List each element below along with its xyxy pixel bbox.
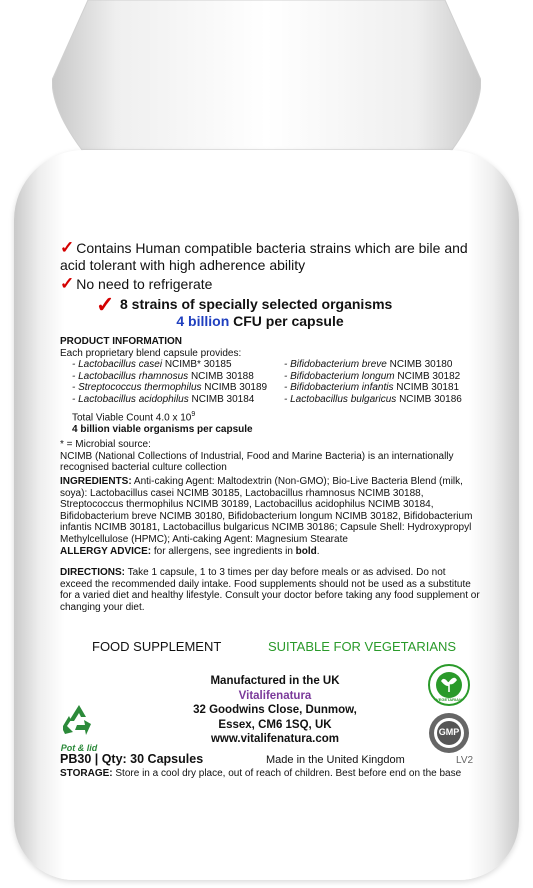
strain-name: - Bifidobacterium breve (284, 359, 387, 370)
storage: STORAGE: Store in a cool dry place, out of reach of children. Best before end on the base (60, 768, 462, 779)
strains-headline: ✓ 8 strains of specially selected organisms 4 billion CFU per capsule (96, 292, 393, 329)
check-icon: ✓ (96, 292, 115, 317)
strain-code: NCIMB 30182 (397, 370, 461, 382)
strain-item (284, 371, 484, 383)
ingredients: INGREDIENTS: Anti-caking Agent: Maltodextrin (Non-GMO); Bio-Live Bacteria Blend (milk, soya): Lactobacillus casei NCIMB 30185, Lactobacillus rhamnosus NCIMB 30188, Streptococcus thermophilus NCIMB 30189, Lactobacillus acidophilus NCIMB 30184, Bifidobacterium breve NCIMB 30180, Bifidobacterium longum NCIMB 30182, Bifidobacterium infantis NCIMB 30181, Lactobacillus bulgaricus NCIMB 30186; Capsule Shell: Hydroxypropyl Methylcellulose (HPMC); Anti-caking Agent: Magnesium Stearate (60, 476, 473, 545)
gmp-badge: GMP (428, 712, 470, 754)
product-information: PRODUCT INFORMATION Each proprietary blend capsule provides: - Lactobacillus casei NCIMB* 30185 - Lactobacillus rhamnosus NCIMB 30188 - Streptococcus thermophilus NCIMB 30189 - Lactobacillus acidophilus NCIMB 30184 - Bifidobacterium breve NCIMB 30180 - Bifidobacterium longum NCIMB 30182 - Bifidobacterium infantis NCIMB 30181 - Lactobacillus bulgaricus NCIMB 30186 Total Viable Count 4.0 x $10^9$ 4 billion viable organisms per capsule * = Microbial source: NCIMB (National Collections of Industrial, Food and Marine Bacteria) is an internationally recognised bacterial culture collection (60, 336, 480, 474)
feature-no-refrigerate: ✓ No need to refrigerate (60, 274, 213, 293)
strain-code: NCIMB 30188 (190, 370, 254, 382)
strain-code: NCIMB* 30185 (164, 359, 232, 370)
brand-name: Vitalifenatura (238, 689, 312, 702)
strain-item (72, 394, 284, 406)
product-code: PB30 | Qty: 30 Capsules (60, 752, 204, 766)
label-version: LV2 (456, 755, 474, 766)
strain-name: - Lactobacillus rhamnosus (72, 370, 189, 382)
strain-code: NCIMB 30189 (204, 382, 268, 393)
manufacturer-info: Manufactured in the UK Vitalifenatura 32 Goodwins Close, Dunmow, Essex, CM6 1SQ, UK www.vitalifenatura.com (150, 674, 400, 747)
total-viable-count: Total Viable Count 4.0 x $10^9$ (72, 411, 196, 424)
strain-list (72, 359, 480, 405)
check-icon: ✓ (60, 238, 75, 257)
directions: DIRECTIONS: Take 1 capsule, 1 to 3 times per day before meals or as advised. Do not exceed the recommended daily intake. Food supplements should not be used as a substitute for a varied diet and healthy lifestyle. Consult your doctor before taking any food supplement or changing your diet. (60, 567, 480, 613)
check-icon: ✓ (60, 274, 75, 293)
cfu-value: 4 billion (176, 313, 230, 329)
strain-name: - Streptococcus thermophilus (72, 382, 202, 393)
strain-code: NCIMB 30181 (396, 382, 460, 393)
strain-name: - Lactobacillus bulgaricus (284, 393, 397, 405)
recycle-badge: Pot & lid (56, 702, 102, 753)
food-supplement: FOOD SUPPLEMENT (92, 639, 222, 654)
vegetarian-badge: VEGETARIAN (428, 664, 470, 706)
strain-item (284, 359, 484, 371)
strain-item (72, 382, 284, 394)
allergy-advice: ALLERGY ADVICE: for allergens, see ingredients in bold. (60, 546, 320, 557)
strain-name: - Bifidobacterium infantis (284, 382, 394, 393)
feature-bile-tolerant: ✓ Contains Human compatible bacteria strains which are bile and acid tolerant with high adherence ability (60, 238, 468, 273)
strain-name: - Lactobacillus acidophilus (72, 393, 189, 405)
made-in-uk: Made in the United Kingdom (266, 754, 405, 766)
strain-name: - Bifidobacterium longum (284, 370, 395, 382)
recycle-icon (59, 702, 99, 738)
website: www.vitalifenatura.com (210, 733, 340, 745)
strain-code: NCIMB 30184 (191, 393, 255, 405)
strain-item (284, 382, 484, 394)
strain-item (284, 394, 484, 406)
strain-item (72, 371, 284, 383)
strain-code: NCIMB 30186 (399, 393, 462, 405)
suitable-for-vegetarians: SUITABLE FOR VEGETARIANS (268, 639, 457, 654)
strain-item (72, 359, 284, 371)
strain-code: NCIMB 30180 (389, 359, 453, 370)
strain-name: - Lactobacillus casei (72, 359, 163, 370)
